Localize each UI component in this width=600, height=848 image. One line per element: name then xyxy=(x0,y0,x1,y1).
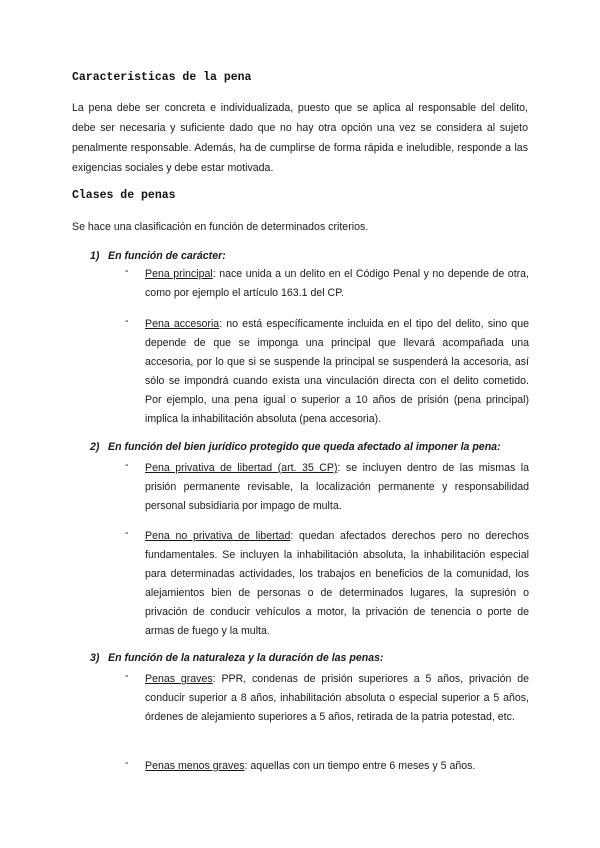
item-term: Pena principal xyxy=(145,268,213,280)
bullet-dash: - xyxy=(125,670,129,682)
item-term: Pena accesoria xyxy=(145,318,220,330)
item-text: : quedan afectados derechos pero no derechos fundamentales. Se incluyen la inhabilitación absoluta, la inhabilitación especial para determinadas actividades, los trabajos en beneficios de la comunidad, los alejamientos bien de personas o de determinados lugares, la supresión o privación de conducir vehículos a motor, la privación de tenencia o porte de armas de fuego y la multa. xyxy=(145,530,529,637)
section-number: 3) xyxy=(90,652,100,664)
list-item xyxy=(125,670,529,727)
bullet-dash: - xyxy=(125,265,129,277)
section-number: 1) xyxy=(90,250,100,262)
item-term: Pena privativa de libertad (art. 35 CP) xyxy=(145,462,338,474)
item-text: : no está específicamente incluida en el tipo del delito, sino que depende de que se imponga una principal que llevará acompañada una accesoria, por lo que si se suspende la principal se suspenderá la accesoria, así sólo se impondrá cuando exista una vinculación directa con el delito cometido. Por ejemplo, una pena igual o superior a 10 años de prisión (pena principal) implica la inhabilitación absoluta (pena accesoria). xyxy=(145,318,529,425)
section-2-heading xyxy=(90,441,501,453)
heading-caracteristicas: Caracteristicas de la pena xyxy=(72,71,252,84)
section-title: En función de la naturaleza y la duración de las penas: xyxy=(108,652,384,664)
list-item xyxy=(125,459,529,516)
list-item xyxy=(125,757,529,776)
item-text: : PPR, condenas de prisión superiores a 5 años, privación de conducir superior a 8 años, inhabilitación absoluta o especial superior a 5 años, órdenes de alejamiento superiores a 5 años, retirada de la patria potestad, etc. xyxy=(145,673,529,723)
item-text: : nace unida a un delito en el Código Penal y no depende de otra, como por ejemplo el artículo 163.1 del CP. xyxy=(145,268,530,299)
item-text: : se incluyen dentro de las mismas la prisión permanente revisable, la localización permanente y responsabilidad personal subsidiaria por impago de multa. xyxy=(145,462,529,512)
heading-clases: Clases de penas xyxy=(72,189,176,202)
section-title: En función de carácter: xyxy=(108,250,226,262)
item-term: Pena no privativa de libertad xyxy=(145,530,291,542)
bullet-dash: - xyxy=(125,527,129,539)
list-item xyxy=(125,265,529,303)
section-1-heading xyxy=(90,250,226,262)
section-3-heading xyxy=(90,652,384,664)
item-text: : aquellas con un tiempo entre 6 meses y 5 años. xyxy=(244,760,476,772)
clasificacion-text: Se hace una clasificación en función de determinados criterios. xyxy=(72,221,369,233)
bullet-dash: - xyxy=(125,315,129,327)
list-item xyxy=(125,527,529,641)
section-title: En función del bien jurídico protegido que queda afectado al imponer la pena: xyxy=(108,441,501,453)
list-item xyxy=(125,315,529,429)
bullet-dash: - xyxy=(125,459,129,471)
intro-paragraph: La pena debe ser concreta e individualizada, puesto que se aplica al responsable del delito, debe ser necesaria y suficiente dado que no hay otra opción una vez se considera al sujeto penalmente responsable. Además, ha de cumplirse de forma rápida e ineludible, responde a las exigencias sociales y debe estar motivada. xyxy=(72,102,528,174)
bullet-dash: - xyxy=(125,757,129,769)
item-term: Penas menos graves xyxy=(145,760,245,772)
section-number: 2) xyxy=(90,441,100,453)
item-term: Penas graves xyxy=(145,673,213,685)
